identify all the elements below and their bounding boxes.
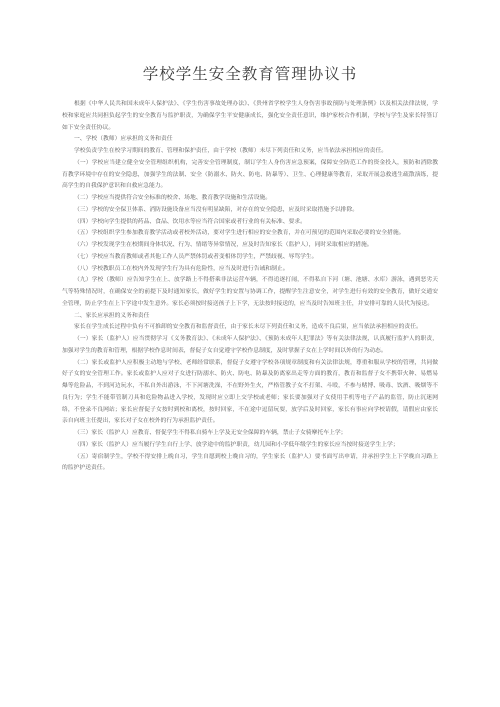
clause-item: （二）家长或监护人应积极主动地与学校、老师经常联系，督促子女遵守学校各项规章制度和有关法律法规，尊重和服从学校的管理，共同做好子女的安全管理工作。家长或监护人应对子女进行防溺水、防火、防电、防暴及防离家出走等方面的教育，教育和监督子女不携带火种、易燃易爆等危险品，不到河边玩水，不私自外出游泳，不下河塘洗澡，不在野外生火，严格管教子女不打架、斗殴，不参与赌博、吸毒、饮酒、吸烟等不良行为；学生不能带管制刀具和危险物品进入学校，发现时应立即上交学校或老师；家长要加强对子女使用手机等电子产品的监管，防止沉迷网络，不登录不良网站；家长应督促子女按时到校和离校，按时回家，不在途中逗留玩耍，放学后及时回家，家长有事应向学校请假，请假应由家长亲自向班主任提出，家长对子女在校外的行为承担监护责任。 [62, 359, 438, 425]
clause-item: （六）学校发现学生在校期间身体状况、行为、情绪等异常情况，应及时告知家长（监护人），同时采取相应的措施。 [74, 242, 373, 248]
clause-item: （五）学校组织学生参加教育教学活动或者校外活动，要对学生进行相应的安全教育，并在可预见的范围内采取必要的安全措施。 [74, 230, 405, 237]
paragraph: 学校负责学生在校学习期间的教育、管理和保护责任，由于学校（教师）未尽下列责任和义务，应当依法承担相应的责任。 [74, 148, 388, 154]
clause-item: （一）学校应当建立健全安全管理组织机构，完善安全管理制度，制订学生人身伤害应急预案，保障安全防范工作的资金投入，预防和消除教育教学环境中存在的安全隐患，加强学生的法制、安全（防溺水、防火、防电、防暴等）、卫生、心理健康等教育，采取开展急救逃生疏散演练，提高学生的自我保护意识和自救应急能力。 [62, 159, 438, 190]
clause-item: （九）学校（教师）应告知学生在上、放学路上不得搭乘非法运营车辆，不得追逐打闹，不得私自下河（塘、池塘、水库）游泳，遇到恶劣天气等特殊情况时，在确保安全的前提下及时通知家长，做好学生的安置与协调工作，提醒学生注意安全，对学生进行有效的安全教育，做好交通安全管理，防止学生在上下学途中发生意外。家长必须按时接送孩子上下学，无法按时接送的，应当及时告知班主任，并安排可靠的人员代为接送。 [62, 277, 438, 307]
document-body [62, 99, 438, 475]
paragraph: 家长在学生成长过程中负有不可推卸的安全教育和监督责任，由于家长未尽下列责任和义务，造成不良后果，应当依法承担相应的责任。 [74, 324, 422, 331]
clause-item: （三）家长（监护人）应教育、督促学生不得私自骑车上学及无安全保障的车辆，禁止子女骑摩托车上学； [74, 430, 347, 436]
section-heading-school: 一、学校（教师）应承担的义务和责任 [74, 136, 173, 143]
clause-item: （二）学校应当提供符合安全标准的校舍、场地、教育教学设施和生活设施。 [74, 195, 272, 201]
clause-item: （四）家长（监护人）应当履行学生自行上学、放学途中的监护职责，幼儿园和小学低年级学生的家长应当按时接送学生上学； [74, 441, 399, 448]
clause-item: （四）学校向学生提供的药品、食品、饮用水等应当符合国家或者行业的有关标准、要求。 [74, 218, 306, 225]
clause-item: （三）学校的安全保卫体系、消防设施设备应当没有明显缺陷，对存在的安全隐患，应及时采取措施予以排除。 [74, 206, 359, 213]
document-title: 学校学生安全教育管理协议书 [142, 65, 358, 83]
section-heading-parents: 二、家长应承担的义务和责任 [74, 312, 150, 319]
clause-item: （一）家长（监护人）应当贯彻学习《义务教育法》、《未成年人保护法》、《预防未成年人犯罪法》等有关法律法规，认真履行监护人的职责，加强对学生的教育和管理，根据学校作息时间表，督促子女自觉遵守学校作息制度，及时掌握子女在上学时间以外的行为动态。 [62, 336, 438, 354]
clause-item: （八）学校教职员工在校内外发现学生行为具有危险性，应当及时进行告诫和制止。 [74, 265, 289, 272]
intro-paragraph: 根据《中华人民共和国未成年人保护法》、《学生伤害事故处理办法》、《贵州省学校学生人身伤害事故预防与处理条例》以及相关法律法规，学校和家庭应共同担负起学生的安全教育与监护职责，为确保学生平安健康成长，强化安全责任意识，维护家校合作机制，学校与学生及家长特签订如下安全责任协议。 [62, 101, 438, 131]
clause-item: （五）寄宿制学生，学校不得安排上晚自习，学生自愿到校上晚自习的，学生家长（监护人）要书面写出申请，并承担学生上下学晚自习路上的监护护送责任。 [62, 453, 438, 472]
clause-item: （七）学校应当教育教师或者其他工作人员严禁体罚或者变相体罚学生，严禁歧视、辱骂学生。 [74, 253, 318, 260]
